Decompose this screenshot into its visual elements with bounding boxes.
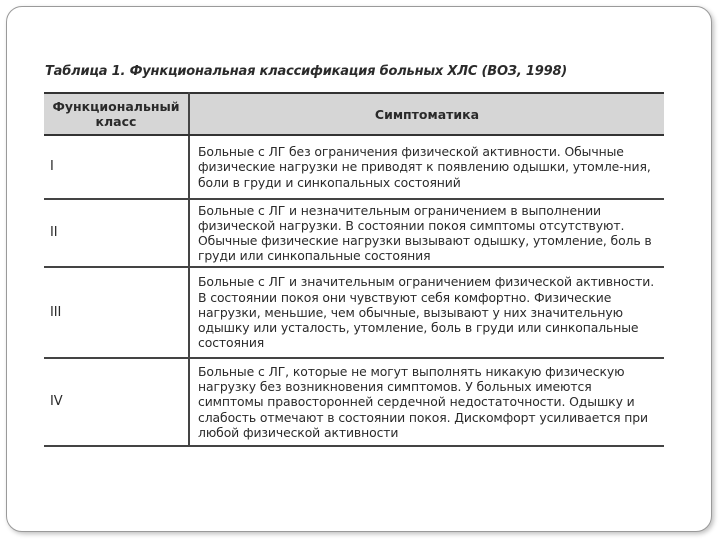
class-cell: IV — [44, 358, 189, 446]
table-row — [44, 267, 664, 358]
class-cell: I — [44, 135, 189, 199]
symptoms-cell: Больные с ЛГ и незначительным ограничением в выполнении физической нагрузки. В состоянии покоя симптомы отсутствуют. Обычные физические нагрузки вызывают одышку, утомление, боль в груди или синкопальные состояния — [189, 199, 664, 267]
classification-table — [44, 92, 664, 447]
table-caption: Таблица 1. Функциональная классификация больных ХЛС (ВОЗ, 1998) — [45, 64, 568, 79]
class-cell: III — [44, 267, 189, 358]
symptoms-cell: Больные с ЛГ и значительным ограничением физической активности. В состоянии покоя они чувствуют себя комфортно. Физические нагрузки, меньшие, чем обычные, вызывают у них значительную одышку или усталость, утомление, боль в груди или синкопальные состояния — [189, 267, 664, 358]
table-row — [44, 358, 664, 446]
table-row — [44, 135, 664, 199]
table-row — [44, 199, 664, 267]
header-functional-class: Функциональный класс — [44, 93, 189, 135]
table-header-row — [44, 93, 664, 135]
symptoms-cell: Больные с ЛГ без ограничения физической активности. Обычные физические нагрузки не приводят к появлению одышки, утомле-ния, боли в груди и синкопальных состояний — [189, 135, 664, 199]
header-symptoms: Симптоматика — [189, 93, 664, 135]
symptoms-cell: Больные с ЛГ, которые не могут выполнять никакую физическую нагрузку без возникновения симптомов. У больных имеются симптомы правосторонней сердечной недостаточности. Одышку и слабость отмечают в состоянии покоя. Дискомфорт усиливается при любой физической активности — [189, 358, 664, 446]
class-cell: II — [44, 199, 189, 267]
